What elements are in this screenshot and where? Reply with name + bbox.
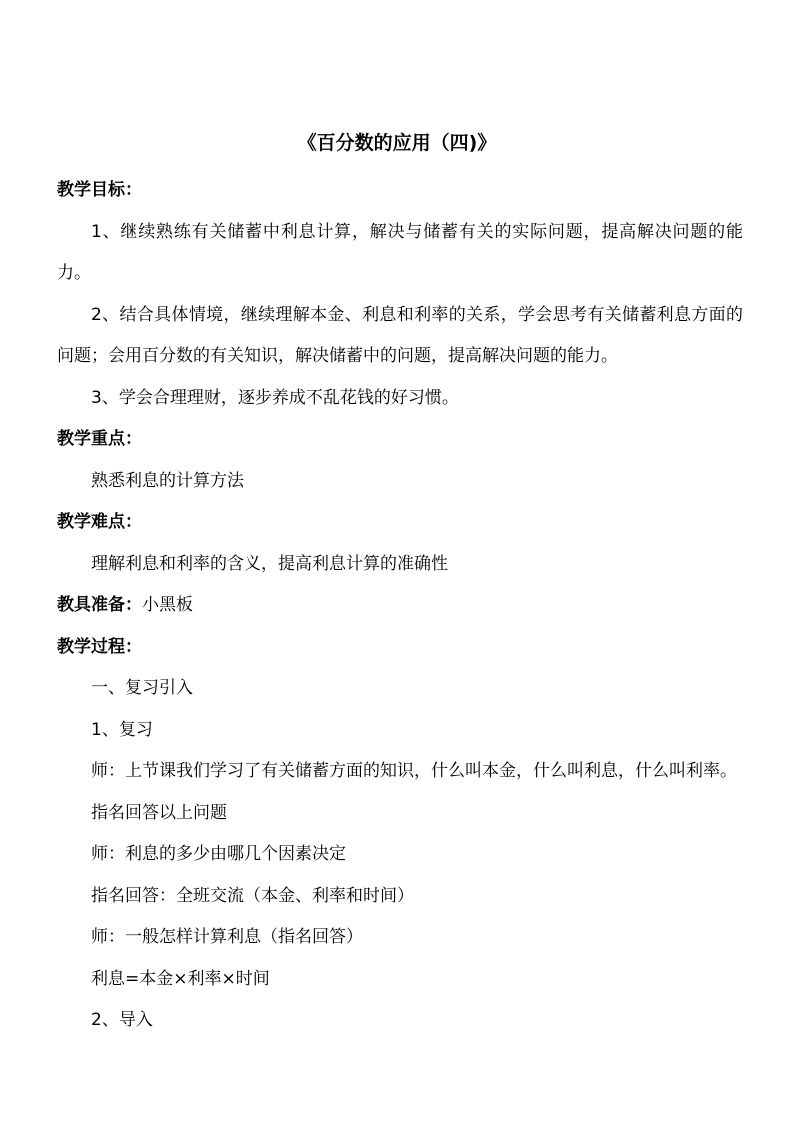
document-title: 《百分数的应用（四)》 [297,132,497,154]
process-line: 师：上节课我们学习了有关储蓄方面的知识，什么叫本金，什么叫利息，什么叫利率。 [91,761,737,781]
key-point-heading: 教学重点： [57,429,142,449]
difficulty-heading: 教学难点： [57,512,142,532]
objective-item-1: 1、继续熟练有关储蓄中利息计算，解决与储蓄有关的实际问题，提高解决问题的能力。 [57,221,743,283]
process-line: 指名回答以上问题 [91,802,227,823]
process-heading: 教学过程： [57,636,142,657]
process-line: 2、导入 [91,1010,153,1030]
objective-item-2: 2、结合具体情境，继续理解本金、利息和利率的关系，学会思考有关储蓄利息方面的问题；会用百分数的有关知识，解决储蓄中的问题，提高解决问题的能力。 [57,304,743,366]
process-line: 指名回答：全班交流（本金、利率和时间） [91,885,414,906]
document-body [57,170,743,1042]
process-line: 利息=本金×利率×时间 [91,968,270,989]
difficulty-text: 理解利息和利率的含义，提高利息计算的准确性 [91,553,448,574]
process-line: 1、复习 [91,719,153,740]
process-line: 师：一般怎样计算利息（指名回答） [91,927,363,947]
process-line: 师：利息的多少由哪几个因素决定 [91,844,346,864]
key-point-text: 熟悉利息的计算方法 [91,470,244,491]
process-line: 一、复习引入 [91,678,193,698]
tools-text: 小黑板 [142,595,193,615]
objective-item-3: 3、学会合理理财，逐步养成不乱花钱的好习惯。 [91,387,459,408]
tools-heading: 教具准备： [57,595,142,615]
objectives-heading: 教学目标： [57,180,142,200]
tools-line [57,585,743,627]
